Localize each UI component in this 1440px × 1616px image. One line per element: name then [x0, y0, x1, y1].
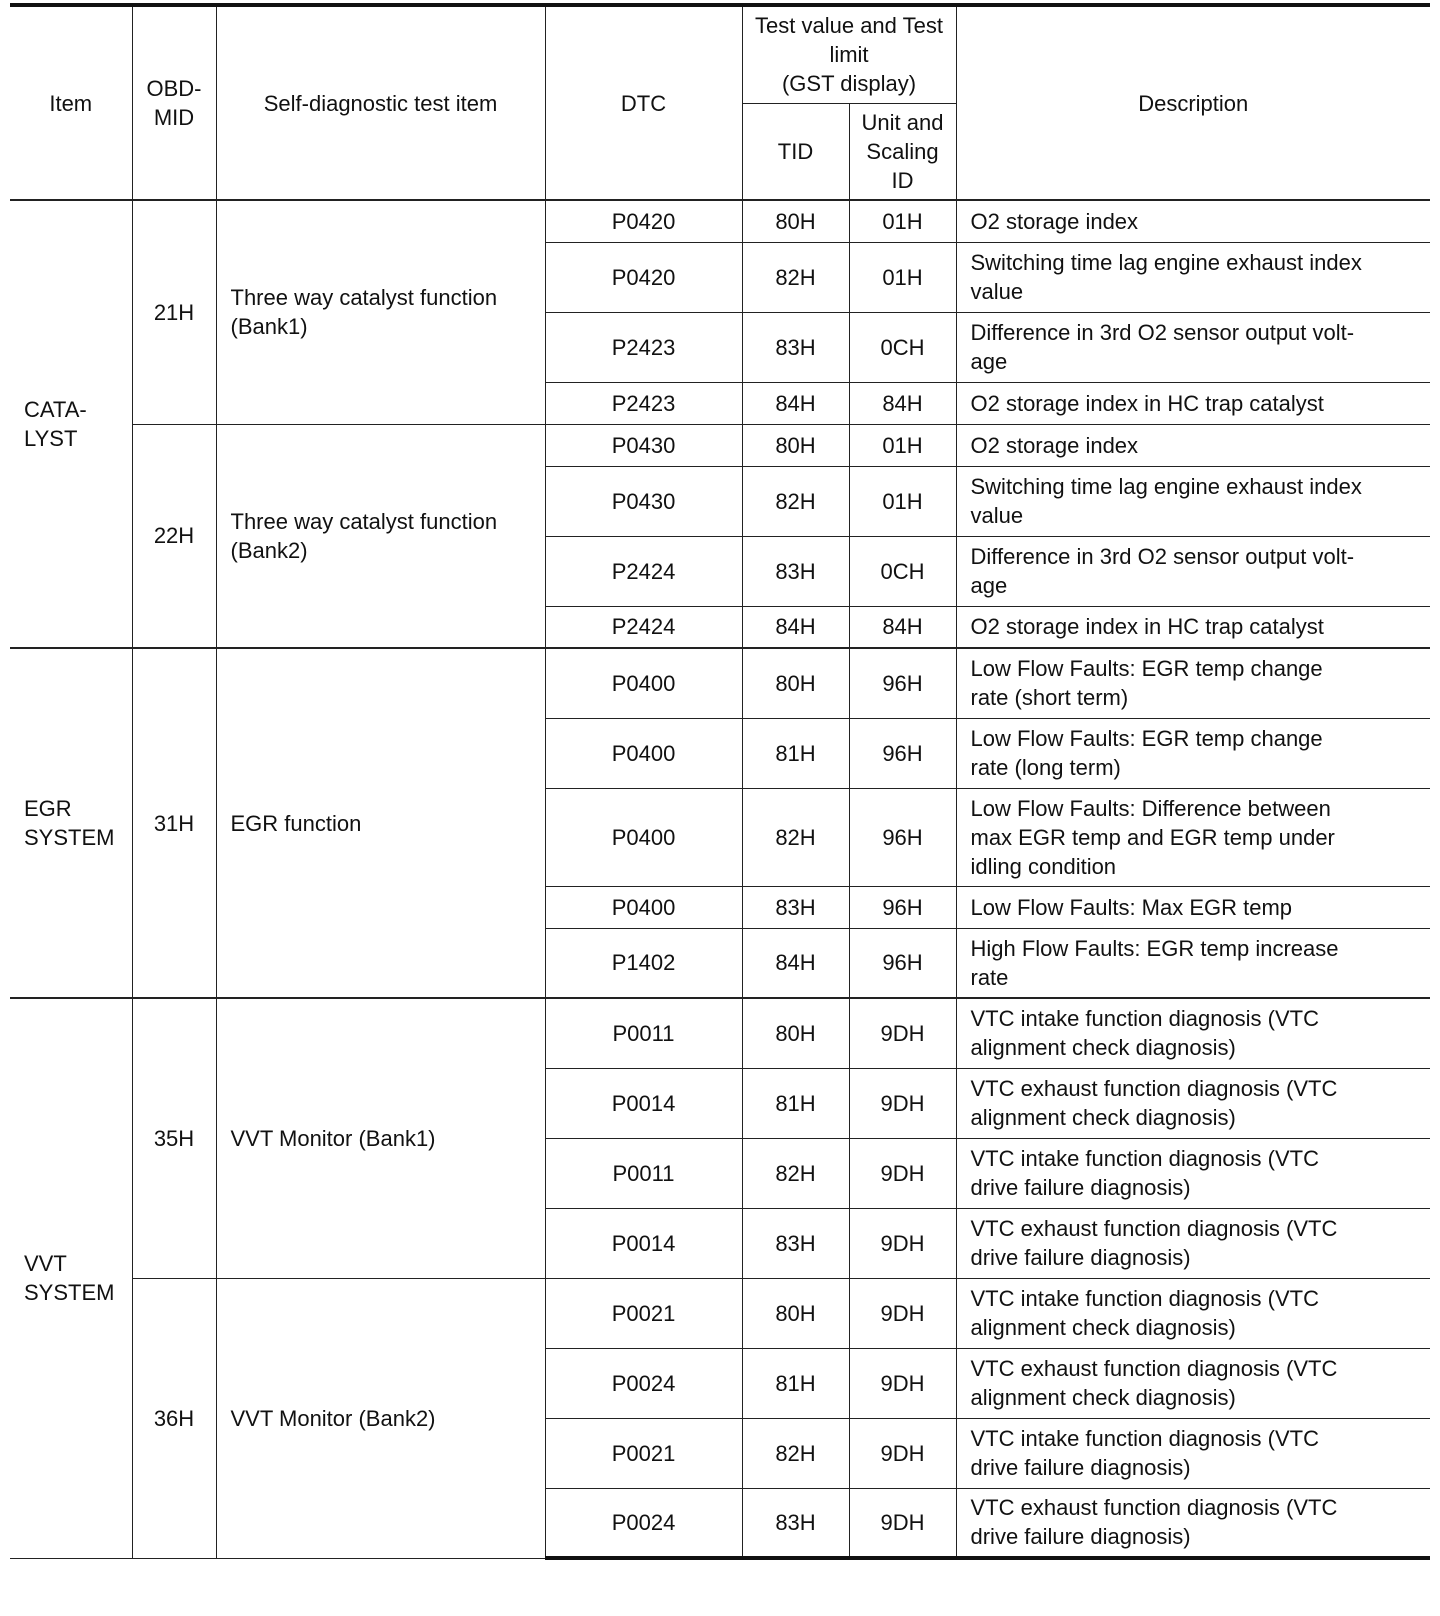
dtc-cell: P0400 — [545, 648, 742, 718]
dtc-cell: P0430 — [545, 424, 742, 466]
unit-scaling-cell: 96H — [849, 648, 956, 718]
dtc-cell: P0024 — [545, 1488, 742, 1558]
unit-scaling-cell: 0CH — [849, 536, 956, 606]
tid-cell: 80H — [742, 424, 849, 466]
unit-scaling-cell: 96H — [849, 718, 956, 788]
dtc-cell: P0430 — [545, 466, 742, 536]
dtc-cell: P0420 — [545, 200, 742, 242]
dtc-cell: P2423 — [545, 312, 742, 382]
description-cell: O2 storage index in HC trap catalyst — [956, 606, 1430, 648]
tid-cell: 83H — [742, 1208, 849, 1278]
tid-cell: 81H — [742, 1068, 849, 1138]
dtc-cell: P0400 — [545, 788, 742, 886]
dtc-cell: P0011 — [545, 1138, 742, 1208]
dtc-cell: P0400 — [545, 886, 742, 928]
header-tid: TID — [742, 103, 849, 200]
description-cell: O2 storage index — [956, 200, 1430, 242]
test-item-cell: EGR function — [216, 648, 545, 998]
dtc-cell: P0021 — [545, 1418, 742, 1488]
unit-scaling-cell: 01H — [849, 200, 956, 242]
tid-cell: 84H — [742, 928, 849, 998]
tid-cell: 82H — [742, 788, 849, 886]
tid-cell: 84H — [742, 606, 849, 648]
unit-scaling-cell: 84H — [849, 382, 956, 424]
unit-scaling-cell: 84H — [849, 606, 956, 648]
obd-mid-cell: 36H — [132, 1278, 216, 1558]
item-cell: VVT SYSTEM — [10, 998, 132, 1558]
unit-scaling-cell: 96H — [849, 928, 956, 998]
description-cell: High Flow Faults: EGR temp increase rate — [956, 928, 1430, 998]
dtc-cell: P0014 — [545, 1208, 742, 1278]
description-cell: O2 storage index — [956, 424, 1430, 466]
dtc-cell: P0420 — [545, 242, 742, 312]
unit-scaling-cell: 9DH — [849, 1418, 956, 1488]
description-cell: Low Flow Faults: EGR temp change rate (short term) — [956, 648, 1430, 718]
tid-cell: 80H — [742, 998, 849, 1068]
tid-cell: 81H — [742, 1348, 849, 1418]
table-header — [10, 5, 1430, 200]
tid-cell: 80H — [742, 648, 849, 718]
dtc-cell: P0024 — [545, 1348, 742, 1418]
description-cell: Switching time lag engine exhaust index value — [956, 466, 1430, 536]
unit-scaling-cell: 0CH — [849, 312, 956, 382]
dtc-cell: P0021 — [545, 1278, 742, 1348]
tid-cell: 84H — [742, 382, 849, 424]
tid-cell: 83H — [742, 886, 849, 928]
tid-cell: 83H — [742, 536, 849, 606]
test-item-cell: Three way catalyst function (Bank1) — [216, 200, 545, 424]
unit-scaling-cell: 96H — [849, 788, 956, 886]
description-cell: VTC exhaust function diagnosis (VTC alignment check diagnosis) — [956, 1068, 1430, 1138]
document-page — [10, 3, 1430, 1560]
unit-scaling-cell: 01H — [849, 242, 956, 312]
description-cell: Low Flow Faults: Max EGR temp — [956, 886, 1430, 928]
dtc-cell: P0014 — [545, 1068, 742, 1138]
unit-scaling-cell: 9DH — [849, 1278, 956, 1348]
header-unit-scaling — [849, 103, 956, 200]
unit-scaling-cell: 9DH — [849, 1488, 956, 1558]
description-cell: VTC intake function diagnosis (VTC alignment check diagnosis) — [956, 1278, 1430, 1348]
header-description: Description — [956, 5, 1430, 200]
description-cell: Low Flow Faults: Difference between max EGR temp and EGR temp under idling condition — [956, 788, 1430, 886]
header-dtc: DTC — [545, 5, 742, 200]
test-item-cell: VVT Monitor (Bank2) — [216, 1278, 545, 1558]
unit-scaling-cell: 01H — [849, 424, 956, 466]
table-row — [10, 424, 1430, 466]
header-unit-scaling-label: Unit and Scaling ID — [861, 109, 944, 193]
description-cell: VTC intake function diagnosis (VTC alignment check diagnosis) — [956, 998, 1430, 1068]
obd-mid-cell: 35H — [132, 998, 216, 1278]
header-obd-mid — [132, 5, 216, 200]
description-cell: VTC exhaust function diagnosis (VTC alignment check diagnosis) — [956, 1348, 1430, 1418]
dtc-cell: P2424 — [545, 606, 742, 648]
test-item-cell: Three way catalyst function (Bank2) — [216, 424, 545, 648]
unit-scaling-cell: 96H — [849, 886, 956, 928]
unit-scaling-cell: 9DH — [849, 1068, 956, 1138]
description-cell: Low Flow Faults: EGR temp change rate (long term) — [956, 718, 1430, 788]
table-row — [10, 200, 1430, 242]
header-item: Item — [10, 5, 132, 200]
description-cell: VTC exhaust function diagnosis (VTC drive failure diagnosis) — [956, 1208, 1430, 1278]
tid-cell: 82H — [742, 242, 849, 312]
tid-cell: 82H — [742, 1138, 849, 1208]
unit-scaling-cell: 9DH — [849, 998, 956, 1068]
obd-mid-cell: 31H — [132, 648, 216, 998]
table-row — [10, 998, 1430, 1068]
dtc-cell: P1402 — [545, 928, 742, 998]
obd-test-table — [10, 3, 1430, 1560]
unit-scaling-cell: 01H — [849, 466, 956, 536]
description-cell: Switching time lag engine exhaust index value — [956, 242, 1430, 312]
header-test-value-label: Test value and Test limit (GST display) — [755, 13, 943, 97]
dtc-cell: P2424 — [545, 536, 742, 606]
table-row — [10, 648, 1430, 718]
dtc-cell: P0400 — [545, 718, 742, 788]
tid-cell: 80H — [742, 1278, 849, 1348]
dtc-cell: P0011 — [545, 998, 742, 1068]
table-body — [10, 200, 1430, 1558]
test-item-cell: VVT Monitor (Bank1) — [216, 998, 545, 1278]
table-row — [10, 1278, 1430, 1348]
item-cell: CATA- LYST — [10, 200, 132, 648]
item-cell: EGR SYSTEM — [10, 648, 132, 998]
tid-cell: 80H — [742, 200, 849, 242]
dtc-cell: P2423 — [545, 382, 742, 424]
description-cell: O2 storage index in HC trap catalyst — [956, 382, 1430, 424]
header-test-value-group — [742, 5, 956, 103]
description-cell: VTC exhaust function diagnosis (VTC drive failure diagnosis) — [956, 1488, 1430, 1558]
header-test-item: Self-diagnostic test item — [216, 5, 545, 200]
description-cell: Difference in 3rd O2 sensor output volt- age — [956, 536, 1430, 606]
tid-cell: 81H — [742, 718, 849, 788]
description-cell: VTC intake function diagnosis (VTC drive failure diagnosis) — [956, 1418, 1430, 1488]
unit-scaling-cell: 9DH — [849, 1138, 956, 1208]
header-obd-mid-label: OBD- MID — [146, 76, 202, 130]
obd-mid-cell: 21H — [132, 200, 216, 424]
tid-cell: 82H — [742, 1418, 849, 1488]
header-row — [10, 5, 1430, 103]
tid-cell: 83H — [742, 312, 849, 382]
description-cell: Difference in 3rd O2 sensor output volt- age — [956, 312, 1430, 382]
tid-cell: 83H — [742, 1488, 849, 1558]
tid-cell: 82H — [742, 466, 849, 536]
unit-scaling-cell: 9DH — [849, 1208, 956, 1278]
unit-scaling-cell: 9DH — [849, 1348, 956, 1418]
description-cell: VTC intake function diagnosis (VTC drive failure diagnosis) — [956, 1138, 1430, 1208]
obd-mid-cell: 22H — [132, 424, 216, 648]
